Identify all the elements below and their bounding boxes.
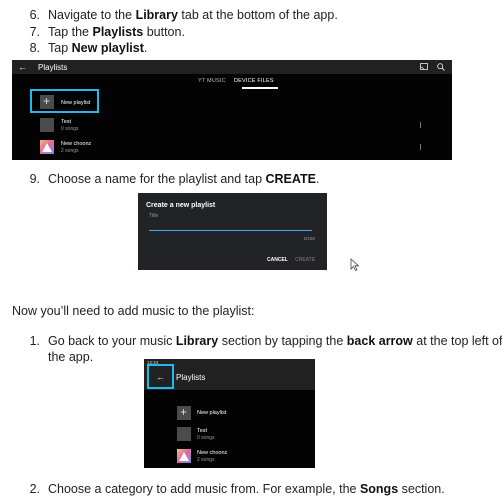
more-menu-icon[interactable]: [420, 144, 421, 150]
title-field-underline[interactable]: [149, 230, 312, 231]
row-title[interactable]: Test: [197, 428, 208, 434]
screen-title: Playlists: [176, 373, 206, 382]
row-subtitle: 0 songs: [61, 126, 79, 132]
step-bold: Library: [175, 334, 219, 348]
row-subtitle: 2 songs: [61, 148, 79, 154]
album-art: [40, 140, 54, 154]
step-bold: Library: [135, 8, 178, 22]
char-counter: 0/150: [303, 236, 315, 241]
playlists-screenshot-1: [12, 60, 452, 160]
step-bold: back arrow: [346, 334, 413, 348]
step-number: 2.: [29, 482, 40, 496]
intro-paragraph: Now you’ll need to add music to the playlist:: [12, 304, 255, 318]
screen-title: Playlists: [38, 63, 68, 72]
step-text: .: [143, 41, 148, 55]
row-subtitle: 0 songs: [197, 435, 215, 441]
create-playlist-dialog: [138, 193, 327, 270]
step-text: Navigate to the: [48, 8, 136, 22]
album-art-triangle: [179, 452, 189, 461]
step-bold: Songs: [359, 482, 399, 496]
row-title[interactable]: New choonz: [61, 141, 92, 147]
step-text: button.: [143, 25, 185, 39]
step-number: 7.: [29, 25, 40, 39]
step-text: Tap: [48, 41, 72, 55]
step-text: Tap the: [48, 25, 93, 39]
tab-device-files[interactable]: DEVICE FILES: [234, 78, 274, 84]
row-title[interactable]: Test: [61, 119, 72, 125]
step-bold: New playlist: [71, 41, 144, 55]
plus-icon: +: [43, 94, 51, 108]
album-art: [177, 449, 191, 463]
back-arrow-icon[interactable]: ←: [156, 372, 165, 382]
row-subtitle: 2 songs: [197, 457, 215, 463]
playlists-screenshot-2: [144, 359, 315, 468]
step-number: 6.: [29, 8, 40, 22]
status-bar-time: 12:24: [147, 360, 159, 365]
new-playlist-label: New playlist: [61, 100, 91, 106]
step-text: section.: [398, 482, 445, 496]
step-text: section by tapping the: [218, 334, 347, 348]
playlist-thumb: [40, 118, 54, 132]
step-text: at the top left of: [412, 334, 502, 348]
playlist-thumb: [177, 427, 191, 441]
step-bold: Playlists: [92, 25, 144, 39]
step-text: the app.: [48, 350, 94, 364]
row-title[interactable]: New choonz: [197, 450, 228, 456]
title-field-label[interactable]: Title: [149, 213, 159, 219]
active-tab-indicator: [242, 87, 278, 89]
back-arrow-icon[interactable]: ←: [18, 62, 27, 72]
search-icon[interactable]: [437, 63, 445, 71]
cancel-button[interactable]: CANCEL: [267, 257, 288, 263]
cast-icon[interactable]: [420, 63, 428, 70]
album-art-triangle: [42, 143, 52, 152]
app-bar: [12, 60, 452, 74]
new-playlist-label[interactable]: New playlist: [197, 410, 227, 416]
more-menu-icon[interactable]: [420, 122, 421, 128]
new-playlist-highlight[interactable]: [30, 89, 99, 113]
create-button[interactable]: CREATE: [295, 257, 316, 263]
mouse-cursor-icon: [350, 258, 360, 272]
step-text: Choose a category to add music from. For example, the: [48, 482, 360, 496]
step-number: 9.: [29, 172, 40, 186]
step-number: 8.: [29, 41, 40, 55]
step-text: .: [315, 172, 320, 186]
step-text: tab at the bottom of the app.: [177, 8, 338, 22]
step-text: Choose a name for the playlist and tap: [48, 172, 266, 186]
step-bold: CREATE: [265, 172, 316, 186]
step-number: 1.: [29, 334, 40, 348]
step-text: Go back to your music: [48, 334, 176, 348]
tab-yt-music[interactable]: YT MUSIC: [198, 78, 226, 84]
dialog-title: Create a new playlist: [146, 202, 216, 209]
back-arrow-highlight[interactable]: [147, 364, 174, 389]
plus-icon: +: [180, 405, 188, 419]
